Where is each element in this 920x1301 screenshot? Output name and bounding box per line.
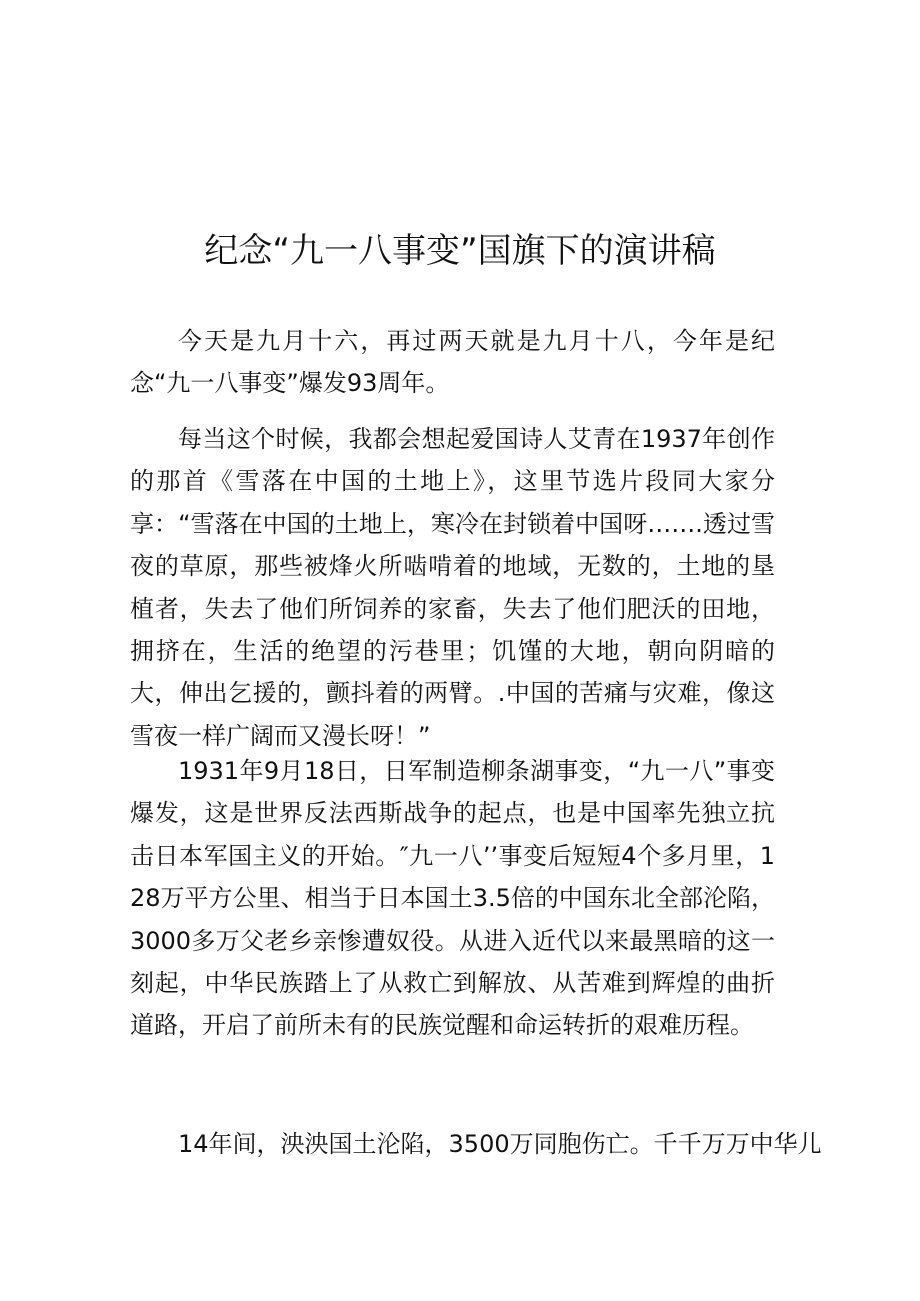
document-title: 纪念“九一八事变”国旗下的演讲稿	[204, 231, 716, 271]
paragraph-intro: 今天是九月十六，再过两天就是九月十八，今年是纪念“九一八事变”爆发93周年。	[130, 327, 775, 398]
paragraph-fourteen-years: 14年间，泱泱国土沦陷，3500万同胞伤亡。千千万万中华儿	[178, 1130, 822, 1158]
paragraph-history: 1931年9月18日，日军制造柳条湖事变，“九一八”事变爆发，这是世界反法西斯战争的起点，也是中国率先独立抗击日本军国主义的开始。″九一八’’事变后短短4个多月里，128万平方公里、相当于日本国土3.5倍的中国东北全部沦陷，3000多万父老乡亲惨遭奴役。从进入近代以来最黑暗的这一刻起，中华民族踏上了从救亡到解放、从苦难到辉煌的曲折道路，开启了前所未有的民族觉醒和命运转折的艰难历程。	[130, 757, 775, 1040]
paragraph-poem-quote: 每当这个时候，我都会想起爱国诗人艾青在1937年创作的那首《雪落在中国的土地上》，这里节选片段同大家分享：“雪落在中国的土地上，寒冷在封锁着中国呀…….透过雪夜的草原，那些被烽火所啮啃着的地域，无数的，土地的垦植者，失去了他们所饲养的家畜，失去了他们肥沃的田地，拥挤在，生活的绝望的污巷里；饥馑的大地，朝向阴暗的大，伸出乞援的，颤抖着的两臂。.中国的苦痛与灾难，像这雪夜一样广阔而又漫长呀！”	[130, 425, 775, 750]
